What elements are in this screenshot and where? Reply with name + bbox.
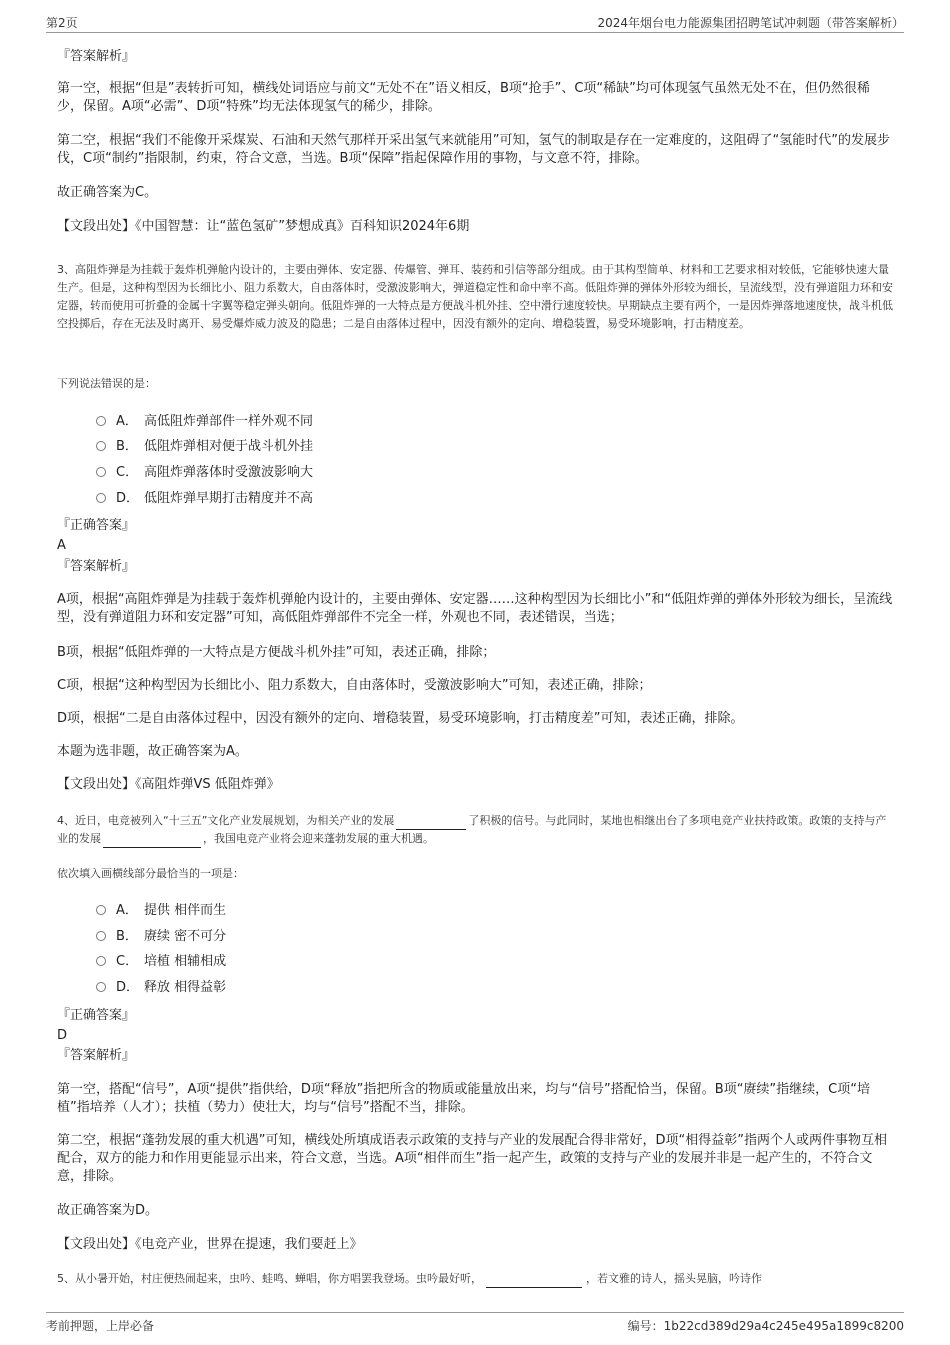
q3-prompt: 下列说法错误的是： <box>57 377 156 390</box>
q5-stem: 5、从小暑开始，村庄便热闹起来，虫吟、蛙鸣、蝉唱，你方唱罢我登场。虫吟最好听， ，若文雅的诗人，摇头晃脑，吟诗作 <box>57 1270 897 1288</box>
radio-icon[interactable] <box>96 956 106 966</box>
q4-stem: 4、近日，电竞被列入“十三五”文化产业发展规划，为相关产业的发展 了积极的信号。与此同时，某地也相继出台了多项电竞产业扶持政策。政策的支持与产业的发展 ，我国电竞产业将会迎来蓬勃发展的重大机遇。 <box>57 812 897 848</box>
q4-option-d[interactable]: D． 释放 相得益彰 <box>96 978 226 998</box>
q3-stem: 3、高阻炸弹是为挂载于轰炸机弹舱内设计的，主要由弹体、安定器、传爆管、弹耳、装药和引信等部分组成。由于其构型简单、材料和工艺要求相对较低，它能够快速大量生产。但是，这种构型因为长细比小、阻力系数大，自由落体时，受激波影响大，弹道稳定性和命中率不高。低阻炸弹的弹体外形较为细长，呈流线型，没有弹道阻力环和安定器，转而使用可折叠的金属十字翼等稳定弹头朝向。低阻炸弹的一大特点是方便战斗机外挂、空中滑行速度较快。早期缺点主要有两个，一是因炸弹落地速度快，战斗机低空投掷后，存在无法及时离开、易受爆炸威力波及的隐患；二是自由落体过程中，因没有额外的定向、增稳装置，易受环境影响，打击精度差。 <box>57 263 893 330</box>
blank-1 <box>486 1273 582 1288</box>
q2-analysis-paragraph-1: 第一空，根据“但是”表转折可知，横线处词语应与前文“无处不在”语义相反，B项“抢手”、C项“稀缺”均可体现氢气虽然无处不在，但仍然很稀少，保留。A项“必需”、D项“特殊”均无法体现氢气的稀少，排除。 <box>57 81 870 114</box>
radio-icon[interactable] <box>96 905 106 915</box>
q2-analysis-paragraph-2: 第二空，根据“我们不能像开采煤炭、石油和天然气那样开采出氢气来就能用”可知，氢气的制取是存在一定难度的，这阻碍了“氢能时代”的发展步伐，C项“制约”指限制，约束，符合文意，当选。B项“保障”指起保障作用的事物，与文意不符，排除。 <box>57 133 890 166</box>
q2-source: 【文段出处】《中国智慧：让“蓝色氢矿”梦想成真》百科知识2024年6期 <box>57 219 470 234</box>
q3-source: 【文段出处】《高阻炸弹VS 低阻炸弹》 <box>57 777 280 792</box>
radio-icon[interactable] <box>96 416 106 426</box>
q3-analysis-a: A项，根据“高阻炸弹是为挂载于轰炸机弹舱内设计的，主要由弹体、安定器……这种构型因为长细比小”和“低阻炸弹的弹体外形较为细长，呈流线型，没有弹道阻力环和安定器”可知，高低阻炸弹部件不完全一样，外观也不同，表述错误，当选； <box>57 592 893 625</box>
q3-option-c[interactable]: C． 高阻炸弹落体时受激波影响大 <box>96 463 313 483</box>
q4-conclusion: 故正确答案为D。 <box>57 1203 159 1218</box>
q4-answer: D <box>57 1028 68 1043</box>
q3-conclusion: 本题为选非题，故正确答案为A。 <box>57 744 248 759</box>
q4-source: 【文段出处】《电竞产业，世界在提速，我们要赶上》 <box>57 1237 363 1252</box>
q3-analysis-d: D项，根据“二是自由落体过程中，因没有额外的定向、增稳装置，易受环境影响，打击精度差”可知，表述正确，排除。 <box>57 711 744 726</box>
q3-analysis-b: B项，根据“低阻炸弹的一大特点是方便战斗机外挂”可知，表述正确，排除； <box>57 645 496 660</box>
page-footer <box>46 1312 904 1335</box>
blank-1 <box>396 815 466 830</box>
q3-option-d[interactable]: D． 低阻炸弹早期打击精度并不高 <box>96 489 313 509</box>
document-title: 2024年烟台电力能源集团招聘笔试冲刺题（带答案解析） <box>597 16 904 30</box>
q3-answer-label: 『正确答案』 <box>57 518 136 533</box>
q3-option-a[interactable]: A． 高低阻炸弹部件一样外观不同 <box>96 412 313 432</box>
footer-slogan: 考前押题，上岸必备 <box>46 1319 155 1333</box>
q4-analysis-paragraph-1: 第一空，搭配“信号”，A项“提供”指供给，D项“释放”指把所含的物质或能量放出来，均与“信号”搭配恰当，保留。B项“赓续”指继续，C项“培植”指培养（人才）；扶植（势力）使壮大，均与“信号”搭配不当，排除。 <box>57 1082 870 1115</box>
radio-icon[interactable] <box>96 493 106 503</box>
q4-option-a[interactable]: A． 提供 相伴而生 <box>96 901 226 921</box>
radio-icon[interactable] <box>96 441 106 451</box>
page-header <box>46 12 904 33</box>
q4-analysis-paragraph-2: 第二空，根据“蓬勃发展的重大机遇”可知，横线处所填成语表示政策的支持与产业的发展配合得非常好，D项“相得益彰”指两个人或两件事物互相配合，双方的能力和作用更能显示出来，符合文意，当选。A项“相伴而生”指一起产生，政策的支持与产业的发展并非是一起产生的，不符合文意，排除。 <box>57 1133 887 1184</box>
q4-answer-label: 『正确答案』 <box>57 1008 136 1023</box>
q4-analysis-label: 『答案解析』 <box>57 1048 136 1063</box>
page-number: 第2页 <box>46 16 78 30</box>
analysis-label: 『答案解析』 <box>57 49 136 64</box>
document-code: 编号：1b22cd389d29a4c245e495a1899c8200 <box>627 1319 904 1333</box>
radio-icon[interactable] <box>96 467 106 477</box>
blank-2 <box>103 833 201 848</box>
q3-answer: A <box>57 538 66 553</box>
q3-analysis-c: C项，根据“这种构型因为长细比小、阻力系数大，自由落体时，受激波影响大”可知，表述正确，排除； <box>57 678 652 693</box>
q2-conclusion: 故正确答案为C。 <box>57 185 158 200</box>
q3-option-b[interactable]: B． 低阻炸弹相对便于战斗机外挂 <box>96 437 313 457</box>
radio-icon[interactable] <box>96 982 106 992</box>
q4-option-c[interactable]: C． 培植 相辅相成 <box>96 952 226 972</box>
radio-icon[interactable] <box>96 931 106 941</box>
q3-analysis-label: 『答案解析』 <box>57 559 136 574</box>
q4-prompt: 依次填入画横线部分最恰当的一项是： <box>57 867 244 880</box>
q4-option-b[interactable]: B． 赓续 密不可分 <box>96 927 226 947</box>
